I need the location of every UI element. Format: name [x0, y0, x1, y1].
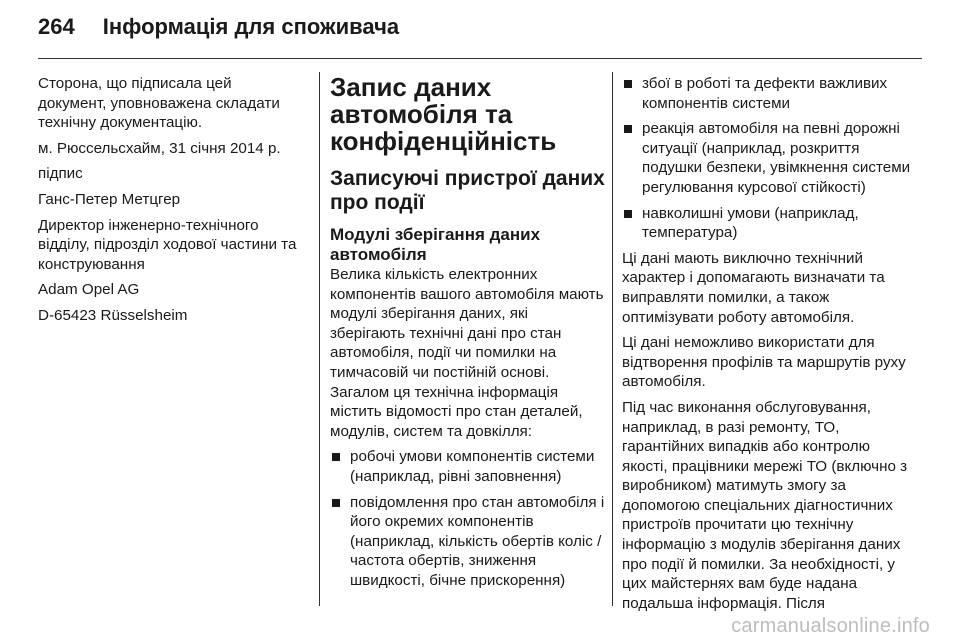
- section-heading: Запис даних автомобіля та конфіденційність: [330, 72, 557, 156]
- list-item-text: збої в роботі та дефекти важливих компонентів системи: [642, 75, 888, 112]
- bullet-icon: [332, 453, 340, 461]
- paragraph: Під час виконання обслуговування, наприклад, в разі ремонту, ТО, гарантійних випадків або контролю якості, працівники мережі ТО (включно з виробником) матимуть змогу за допомогою спеціальних діагностичних пристроїв прочитати цю технічну інформацію з модулів зберігання даних про події й помилки. За необхідності, у цих майстернях вам буде надана подальша інформація. Після: [622, 398, 908, 612]
- paragraph: Велика кількість електронних компонентів вашого автомобіля мають модулі зберігання даних, які зберігають технічні дані про стан автомобіля, події чи помилки на тимчасовій чи постійній основі. Загалом ця технічна інформація містить відомості про стан деталей, модулів, систем та довкілля:: [330, 266, 604, 440]
- column-divider-right: [612, 72, 613, 606]
- paragraph: D-65423 Rüsselsheim: [38, 306, 188, 324]
- subsection-heading: Записуючі пристрої даних про події: [330, 167, 605, 214]
- watermark: carmanualsonline.info: [731, 615, 930, 637]
- bullet-icon: [332, 499, 340, 507]
- list-item-text: робочі умови компонентів системи (наприклад, рівні заповнення): [350, 448, 595, 485]
- paragraph: Ганс-Петер Метцгер: [38, 190, 181, 208]
- list-item-text: реакція автомобіля на певні дорожні ситуації (наприклад, розкриття подушки безпеки, увімкнення системи регулювання курсової стійкості): [642, 120, 911, 196]
- column-middle: [330, 74, 606, 597]
- header-divider: [38, 58, 922, 59]
- column-right: [622, 74, 912, 619]
- topic-heading: Модулі зберігання даних автомобіля: [330, 225, 541, 264]
- list-item: [622, 204, 912, 243]
- bullet-icon: [624, 125, 632, 133]
- bullet-icon: [624, 210, 632, 218]
- bullet-icon: [624, 80, 632, 88]
- page-number: 264: [38, 14, 75, 39]
- paragraph: Adam Opel AG: [38, 281, 140, 299]
- list-item: [330, 493, 606, 591]
- list-item: [330, 447, 606, 486]
- paragraph: Сторона, що підписала цей документ, уповноважена складати технічну документацію.: [38, 75, 280, 132]
- list-item: [622, 119, 912, 197]
- list-item-text: повідомлення про стан автомобіля і його окремих компонентів (наприклад, кількість обертів коліс / частота обертів, зниження швидкості, бічне прискорення): [350, 493, 605, 589]
- paragraph: Ці дані неможливо використати для відтворення профілів та маршрутів руху автомобіля.: [622, 334, 906, 391]
- bullet-list: [622, 74, 912, 243]
- list-item: [622, 74, 912, 113]
- paragraph: підпис: [38, 165, 83, 183]
- list-item-text: навколишні умови (наприклад, температура): [642, 204, 859, 242]
- paragraph: Ці дані мають виключно технічний характер і допомагають визначати та виправляти помилки, а також оптимізувати роботу автомобіля.: [622, 249, 885, 326]
- paragraph: м. Рюссельсхайм, 31 січня 2014 р.: [38, 139, 281, 157]
- column-left: [38, 74, 304, 332]
- paragraph: Директор інженерно-технічного відділу, підрозділ ходової частини та конструювання: [38, 216, 297, 273]
- page-title: Інформація для споживача: [102, 14, 400, 39]
- page-header: [38, 14, 399, 54]
- column-divider-left: [319, 72, 320, 606]
- bullet-list: [330, 447, 606, 590]
